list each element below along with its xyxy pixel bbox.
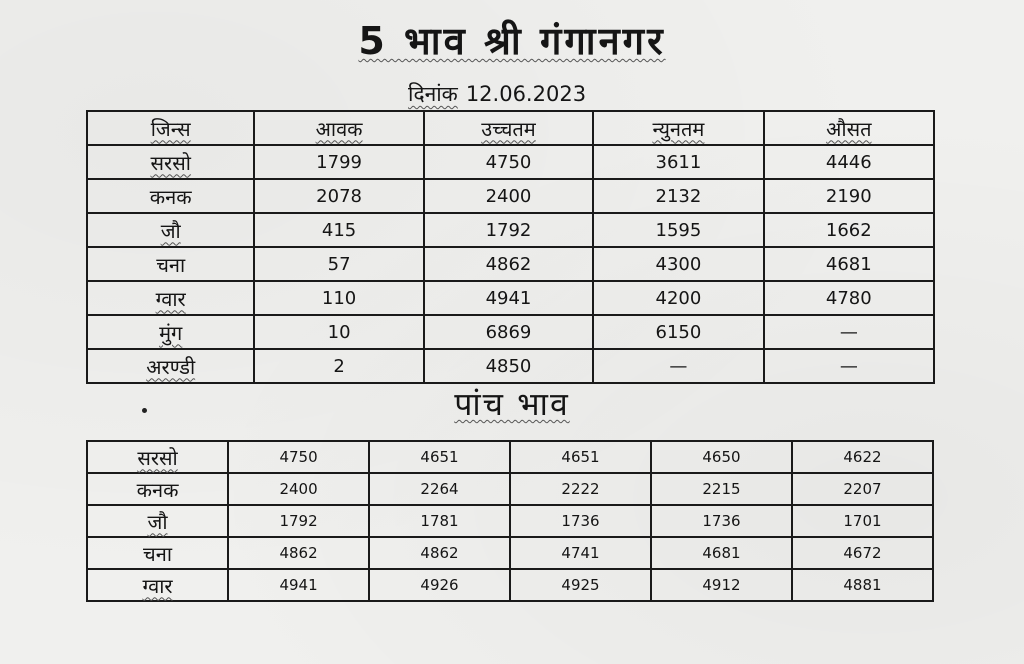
- average-cell: —: [764, 315, 934, 349]
- commodity-name: सरसो: [137, 445, 178, 470]
- five-rates-table: [86, 440, 934, 602]
- date-line: [408, 80, 586, 108]
- page-title: [0, 14, 1024, 66]
- rate-cell: 4862: [369, 537, 510, 569]
- arrival-cell: 10: [254, 315, 423, 349]
- commodity-name: मुंग: [159, 320, 183, 345]
- lowest-cell: 4300: [593, 247, 763, 281]
- rate-cell: 2207: [792, 473, 933, 505]
- page-title-text: 5 भाव श्री गंगानगर: [358, 19, 666, 63]
- rate-cell: 4750: [228, 441, 369, 473]
- average-cell: 4780: [764, 281, 934, 315]
- rate-cell: 4651: [369, 441, 510, 473]
- commodity-cell: [87, 145, 254, 179]
- rate-cell: 4925: [510, 569, 651, 601]
- commodity-name: कनक: [136, 477, 179, 502]
- table-row: [87, 179, 934, 213]
- commodity-cell: [87, 569, 228, 601]
- table-row: [87, 349, 934, 383]
- commodity-name: ग्वार: [142, 573, 173, 598]
- commodity-name: ग्वार: [155, 286, 186, 311]
- header-commodity: [87, 111, 254, 145]
- rate-cell: 2222: [510, 473, 651, 505]
- header-commodity-text: जिन्स: [150, 116, 191, 141]
- table-row: [87, 315, 934, 349]
- lowest-cell: 3611: [593, 145, 763, 179]
- rate-cell: 4862: [228, 537, 369, 569]
- arrival-cell: 1799: [254, 145, 423, 179]
- section-title-text: पांच भाव: [454, 385, 570, 423]
- commodity-cell: [87, 349, 254, 383]
- arrival-cell: 415: [254, 213, 423, 247]
- lowest-cell: 6150: [593, 315, 763, 349]
- header-highest: [424, 111, 593, 145]
- table-row: [87, 441, 933, 473]
- lowest-cell: 1595: [593, 213, 763, 247]
- commodity-name: जौ: [160, 218, 181, 243]
- average-cell: —: [764, 349, 934, 383]
- date-value: 12.06.2023: [465, 82, 587, 106]
- table-row: [87, 569, 933, 601]
- commodity-name: चना: [156, 252, 186, 277]
- arrival-cell: 2: [254, 349, 423, 383]
- header-arrival-text: आवक: [315, 116, 363, 141]
- commodity-name: सरसो: [150, 150, 191, 175]
- table-row: [87, 537, 933, 569]
- rate-cell: 4651: [510, 441, 651, 473]
- rate-cell: 4622: [792, 441, 933, 473]
- commodity-cell: [87, 537, 228, 569]
- rate-cell: 4650: [651, 441, 792, 473]
- rate-cell: 1792: [228, 505, 369, 537]
- lowest-cell: —: [593, 349, 763, 383]
- rate-cell: 2400: [228, 473, 369, 505]
- commodity-name: जौ: [147, 509, 168, 534]
- arrival-cell: 57: [254, 247, 423, 281]
- rate-cell: 4912: [651, 569, 792, 601]
- rate-cell: 1781: [369, 505, 510, 537]
- highest-cell: 6869: [424, 315, 593, 349]
- table-row: [87, 145, 934, 179]
- table-row: [87, 247, 934, 281]
- rate-cell: 4672: [792, 537, 933, 569]
- rate-cell: 2215: [651, 473, 792, 505]
- highest-cell: 4941: [424, 281, 593, 315]
- rate-cell: 1736: [510, 505, 651, 537]
- rate-cell: 4881: [792, 569, 933, 601]
- header-average-text: औसत: [826, 116, 872, 141]
- commodity-name: चना: [143, 541, 173, 566]
- commodity-cell: [87, 315, 254, 349]
- commodity-cell: [87, 213, 254, 247]
- commodity-cell: [87, 281, 254, 315]
- table-row: [87, 505, 933, 537]
- arrival-cell: 110: [254, 281, 423, 315]
- rate-cell: 4741: [510, 537, 651, 569]
- average-cell: 4681: [764, 247, 934, 281]
- header-arrival: [254, 111, 423, 145]
- section-title: [0, 382, 1024, 425]
- highest-cell: 4862: [424, 247, 593, 281]
- lowest-cell: 2132: [593, 179, 763, 213]
- table-row: [87, 281, 934, 315]
- header-average: [764, 111, 934, 145]
- commodity-cell: [87, 441, 228, 473]
- rates-table-header-row: [87, 111, 934, 145]
- commodity-cell: [87, 473, 228, 505]
- rate-cell: 1736: [651, 505, 792, 537]
- highest-cell: 4850: [424, 349, 593, 383]
- highest-cell: 1792: [424, 213, 593, 247]
- header-highest-text: उच्चतम: [481, 116, 536, 141]
- commodity-name: कनक: [149, 184, 192, 209]
- commodity-cell: [87, 505, 228, 537]
- rate-cell: 4681: [651, 537, 792, 569]
- arrival-cell: 2078: [254, 179, 423, 213]
- rate-cell: 4926: [369, 569, 510, 601]
- average-cell: 2190: [764, 179, 934, 213]
- table-row: [87, 213, 934, 247]
- average-cell: 4446: [764, 145, 934, 179]
- commodity-cell: [87, 179, 254, 213]
- table-row: [87, 473, 933, 505]
- lowest-cell: 4200: [593, 281, 763, 315]
- highest-cell: 2400: [424, 179, 593, 213]
- commodity-name: अरण्डी: [146, 354, 196, 379]
- header-lowest-text: न्युनतम: [652, 116, 705, 141]
- highest-cell: 4750: [424, 145, 593, 179]
- rate-cell: 1701: [792, 505, 933, 537]
- rate-cell: 4941: [228, 569, 369, 601]
- rate-cell: 2264: [369, 473, 510, 505]
- date-label: दिनांक: [408, 82, 458, 106]
- rates-table: [86, 110, 935, 384]
- average-cell: 1662: [764, 213, 934, 247]
- header-lowest: [593, 111, 763, 145]
- commodity-cell: [87, 247, 254, 281]
